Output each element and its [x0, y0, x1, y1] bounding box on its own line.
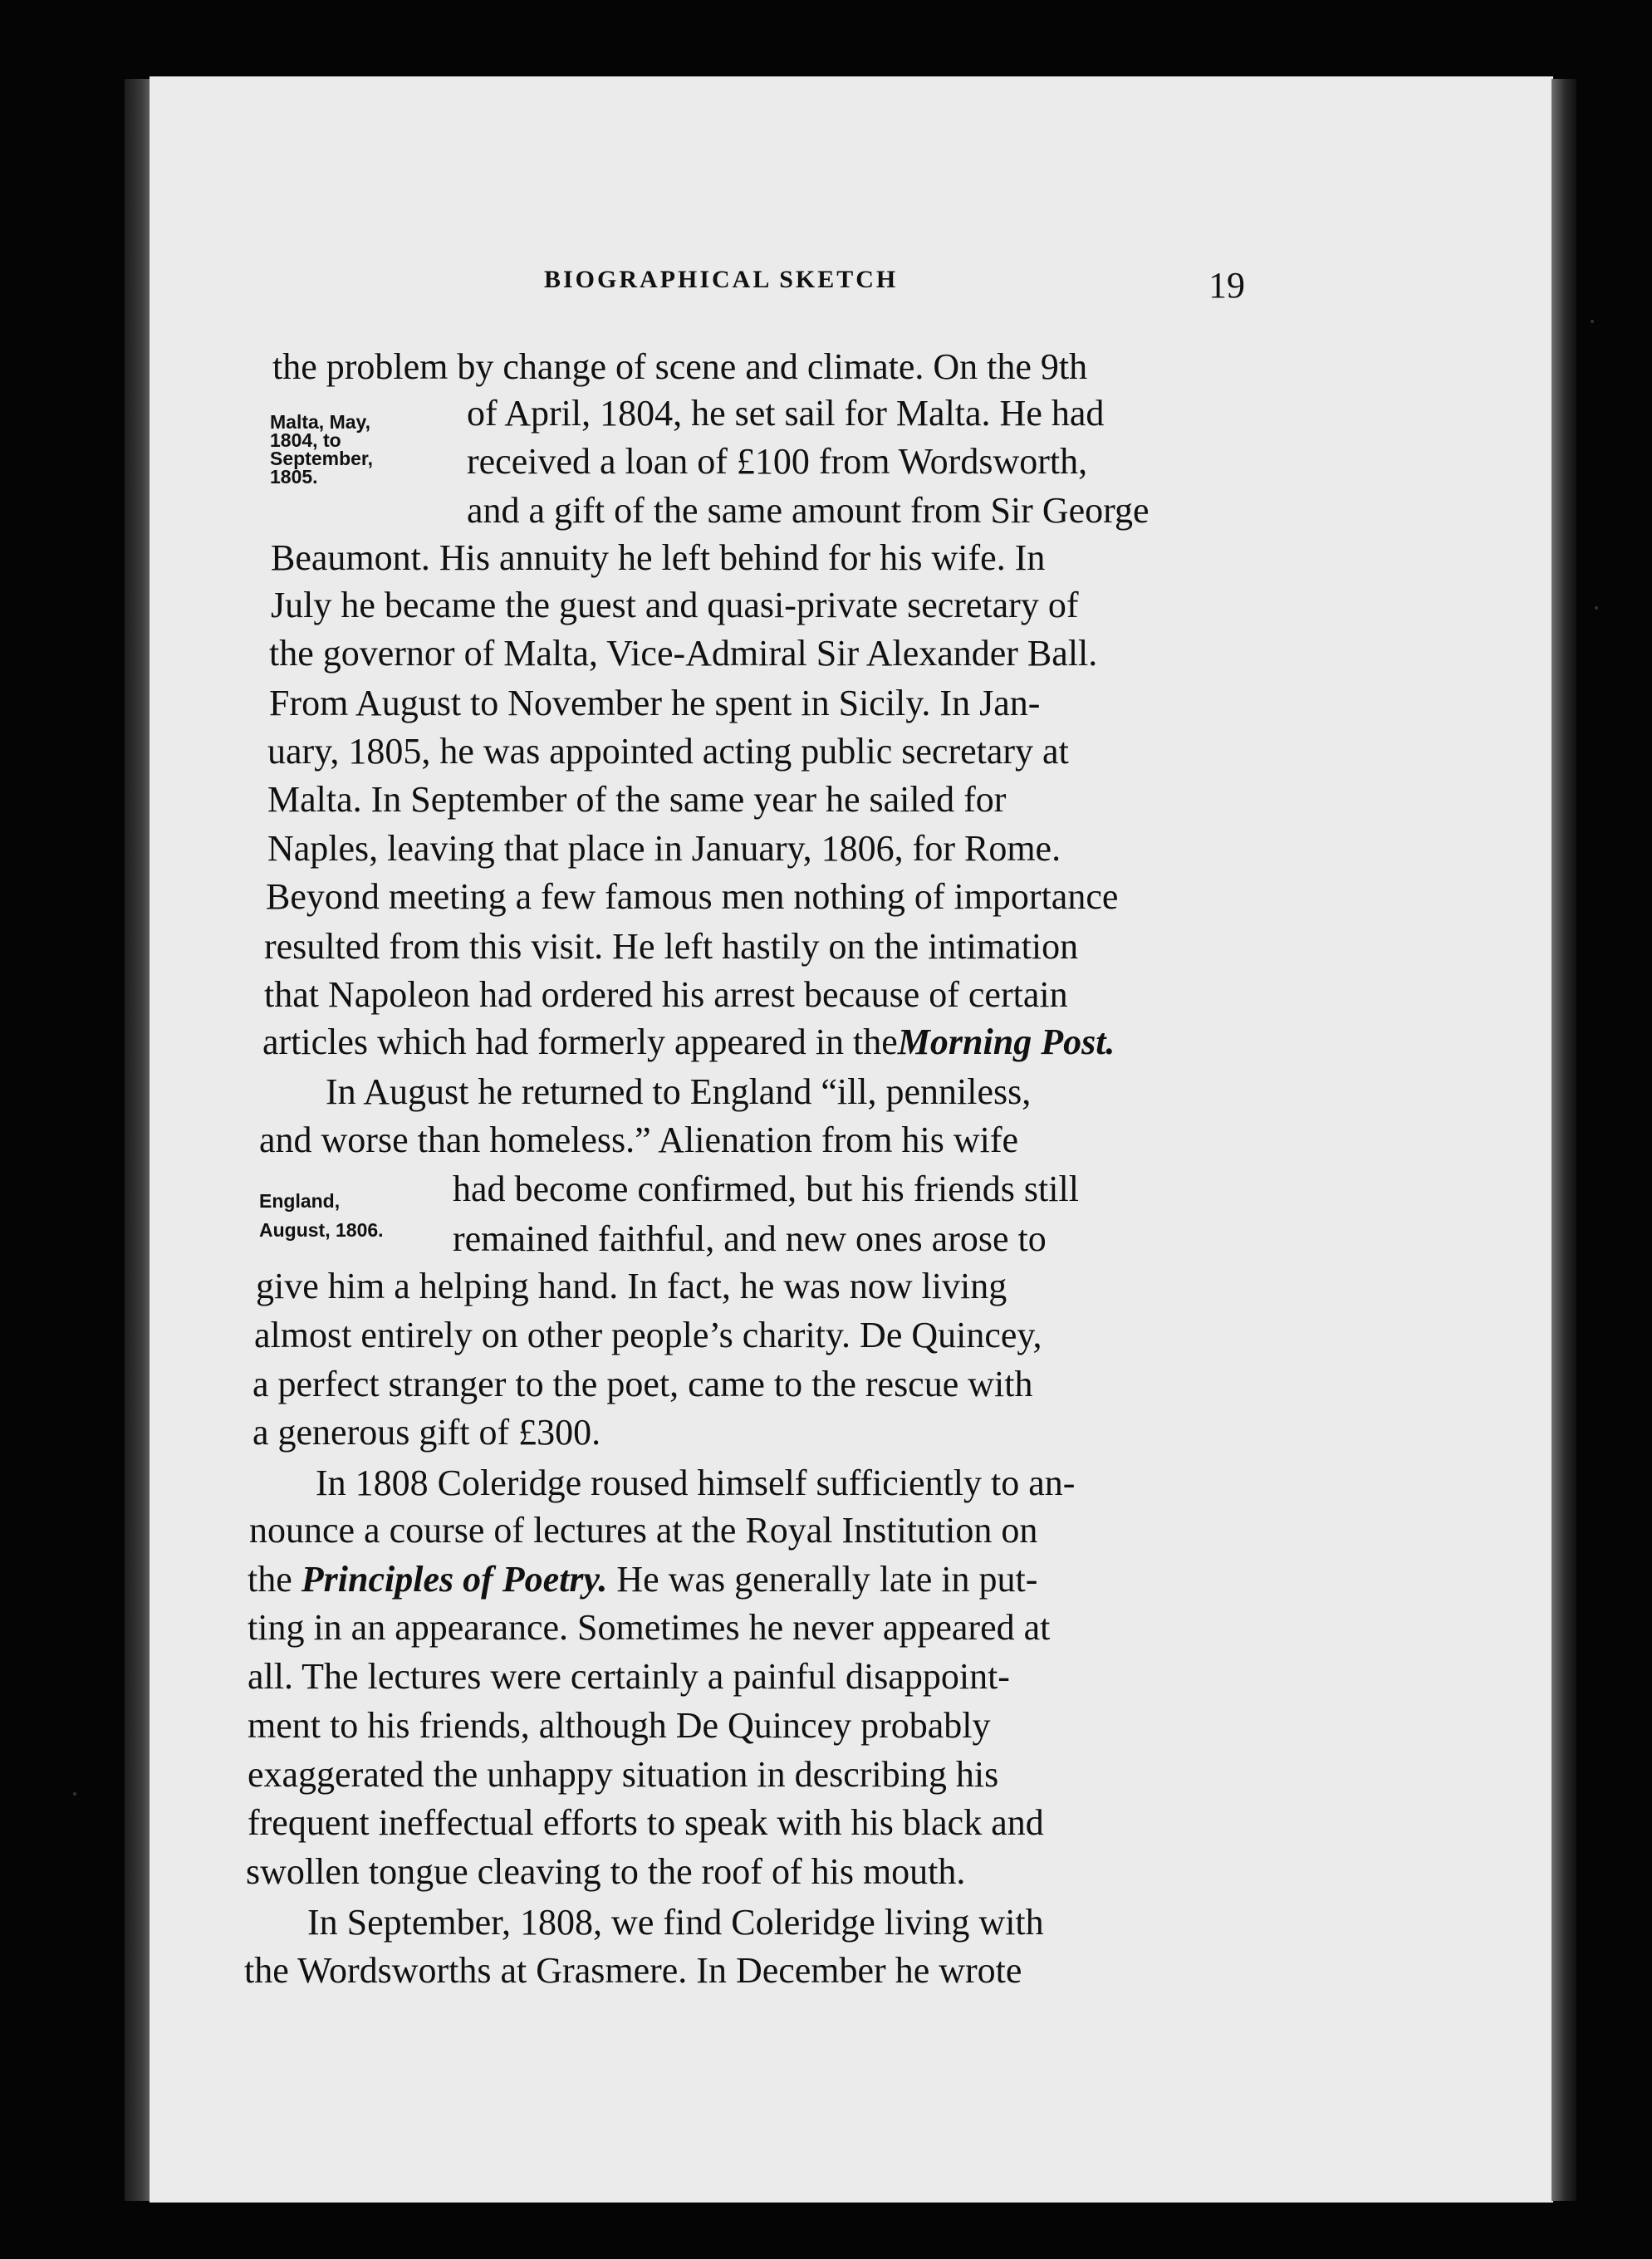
- text-line: ment to his friends, although De Quincey probably: [248, 1705, 991, 1746]
- text-line: In 1808 Coleridge roused himself sufficiently to an-: [316, 1463, 1076, 1503]
- text-line: resulted from this visit. He left hastily on the intimation: [264, 926, 1079, 967]
- text-line: of April, 1804, he set sail for Malta. He had: [467, 393, 1105, 434]
- text-line: the Wordsworths at Grasmere. In December he wrote: [244, 1950, 1022, 1991]
- scan-speck: [73, 1792, 76, 1796]
- text-line: give him a helping hand. In fact, he was now living: [256, 1266, 1007, 1306]
- text-line: nounce a course of lectures at the Royal Institution on: [249, 1510, 1038, 1551]
- text-line: the problem by change of scene and climate. On the 9th: [272, 346, 1088, 387]
- page-number: 19: [1208, 265, 1245, 306]
- text-line: a perfect stranger to the poet, came to the rescue with: [252, 1364, 1033, 1404]
- text-line: remained faithful, and new ones arose to: [453, 1218, 1047, 1259]
- text-line: that Napoleon had ordered his arrest because of certain: [264, 974, 1068, 1015]
- text-line: frequent ineffectual efforts to speak with his black and: [248, 1802, 1044, 1843]
- sidenote-line: September,: [270, 448, 373, 469]
- text-line: and worse than homeless.” Alienation from his wife: [259, 1120, 1019, 1160]
- sidenote-line: 1805.: [270, 466, 318, 488]
- scan-speck: [1595, 606, 1598, 610]
- text-line: had become confirmed, but his friends still: [453, 1169, 1079, 1209]
- scan-speck: [1591, 320, 1594, 323]
- text-line: ting in an appearance. Sometimes he never appeared at: [248, 1607, 1051, 1648]
- text-line: and a gift of the same amount from Sir George: [467, 490, 1150, 531]
- sidenote-line: Malta, May,: [270, 411, 370, 433]
- sidenote-line: England,: [259, 1190, 341, 1212]
- text-line: Malta. In September of the same year he sailed for: [267, 779, 1007, 820]
- text-line: all. The lectures were certainly a painful disappoint-: [248, 1656, 1010, 1697]
- italic-title: Morning Post.: [897, 1022, 1115, 1062]
- text-line: received a loan of £100 from Wordsworth,: [467, 441, 1088, 482]
- sidenote-line: 1804, to: [270, 429, 341, 451]
- text-line: In September, 1808, we find Coleridge living with: [307, 1902, 1044, 1943]
- text-line: articles which had formerly appeared in the: [262, 1022, 898, 1062]
- running-head: BIOGRAPHICAL SKETCH: [544, 266, 899, 293]
- text-line: a generous gift of £300.: [252, 1412, 601, 1453]
- italic-title: Principles of Poetry.: [301, 1559, 608, 1600]
- text-line: Beaumont. His annuity he left behind for his wife. In: [271, 537, 1046, 578]
- text-line: uary, 1805, he was appointed acting public secretary at: [267, 731, 1069, 772]
- text-line: swollen tongue cleaving to the roof of his mouth.: [246, 1851, 966, 1892]
- text-line: In August he returned to England “ill, penniless,: [326, 1071, 1032, 1112]
- page-edge-shadow: [1552, 79, 1576, 2201]
- text-line: July he became the guest and quasi-private secretary of: [271, 585, 1079, 625]
- text-line: He was generally late in put-: [616, 1559, 1038, 1600]
- text-line: almost entirely on other people’s charity. De Quincey,: [254, 1315, 1042, 1355]
- text-line: the: [248, 1559, 292, 1600]
- text-line: From August to November he spent in Sicily. In Jan-: [269, 683, 1041, 723]
- text-line: exaggerated the unhappy situation in describing his: [248, 1754, 999, 1795]
- text-line: Beyond meeting a few famous men nothing of importance: [266, 876, 1119, 917]
- sidenote-line: August, 1806.: [259, 1219, 384, 1241]
- text-line: the governor of Malta, Vice-Admiral Sir Alexander Ball.: [269, 633, 1098, 674]
- text-line: Naples, leaving that place in January, 1806, for Rome.: [267, 828, 1061, 869]
